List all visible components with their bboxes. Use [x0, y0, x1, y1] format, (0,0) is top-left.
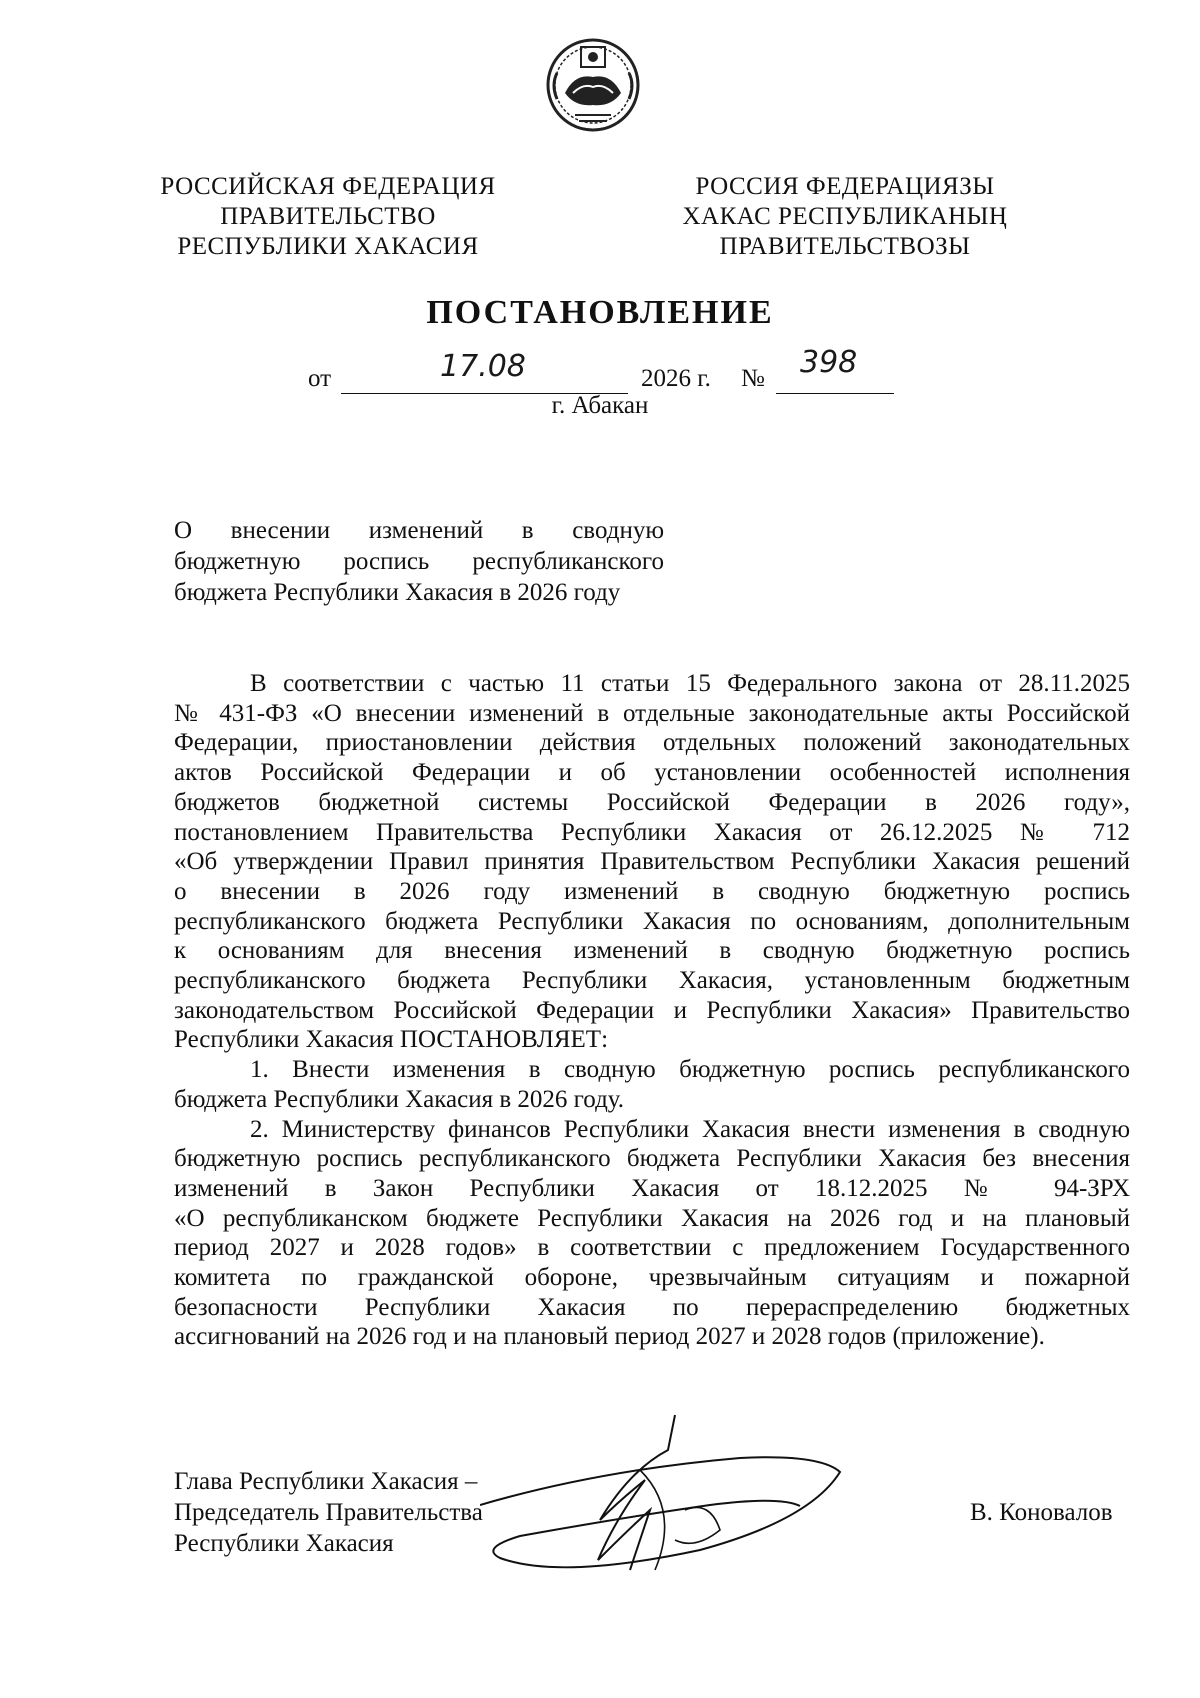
body-line: республиканского бюджета Республики Хакасия, установленным бюджетным — [174, 967, 1130, 995]
header-left-line-2: ПРАВИТЕЛЬСТВО — [220, 203, 436, 230]
header-right-line-2: ХАКАС РЕСПУБЛИКАНЫҢ — [682, 203, 1008, 230]
header-right — [660, 172, 1030, 262]
subject-line-1: О внесении изменений в сводную — [174, 517, 664, 544]
body-line: изменений в Закон Республики Хакасия от 18.12.2025 № 94-ЗРХ — [174, 1174, 1130, 1202]
header-right-line-3: ПРАВИТЕЛЬСТВОЗЫ — [719, 233, 971, 260]
subject-line-2: бюджетную роспись республиканского — [174, 548, 664, 575]
handwritten-signature — [480, 1410, 860, 1580]
body-line: о внесении в 2026 году изменений в сводную бюджетную роспись — [174, 877, 1130, 905]
body-line: бюджетную роспись республиканского бюджета Республики Хакасия без внесения — [174, 1145, 1130, 1173]
body-text — [174, 669, 1130, 1352]
body-line: В соответствии с частью 11 статьи 15 Федерального закона от 28.11.2025 — [250, 670, 1130, 697]
body-line: № 431-ФЗ «О внесении изменений в отдельные законодательные акты Российской — [174, 699, 1130, 727]
body-line: постановлением Правительства Республики Хакасия от 26.12.2025 № 712 — [174, 818, 1130, 846]
date-prefix: от — [308, 365, 332, 392]
body-line: бюджетов бюджетной системы Российской Федерации в 2026 году», — [174, 788, 1130, 816]
body-line: период 2027 и 2028 годов» в соответствии с предложением Государственного — [174, 1234, 1130, 1262]
subject-block — [174, 515, 664, 608]
body-line: безопасности Республики Хакасия по перераспределению бюджетных — [174, 1293, 1130, 1321]
subject-line-3: бюджета Республики Хакасия в 2026 году — [174, 579, 621, 606]
body-line: «О республиканском бюджете Республики Хакасия на 2026 год и на плановый — [174, 1204, 1130, 1232]
body-line: 1. Внести изменения в сводную бюджетную роспись республиканского — [250, 1056, 1130, 1084]
header-right-line-1: РОССИЯ ФЕДЕРАЦИЯЗЫ — [695, 173, 995, 200]
body-line: к основаниям для внесения изменений в сводную бюджетную роспись — [174, 937, 1130, 965]
year-label: 2026 г. — [641, 365, 711, 392]
body-line: комитета по гражданской обороне, чрезвычайным ситуациям и пожарной — [174, 1264, 1130, 1292]
document-type: ПОСТАНОВЛЕНИЕ — [426, 294, 774, 331]
signature-position — [174, 1466, 483, 1559]
body-line: бюджета Республики Хакасия в 2026 году. — [174, 1085, 625, 1113]
body-line: ассигнований на 2026 год и на плановый период 2027 и 2028 годов (приложение). — [174, 1323, 1045, 1351]
body-line: Республики Хакасия ПОСТАНОВЛЯЕТ: — [174, 1026, 609, 1054]
signer-name: В. Коновалов — [970, 1499, 1113, 1526]
body-line: законодательством Российской Федерации и Республики Хакасия» Правительство — [174, 996, 1130, 1024]
city: г. Абакан — [551, 392, 649, 419]
coat-of-arms-icon — [545, 33, 641, 137]
header-left-line-1: РОССИЙСКАЯ ФЕДЕРАЦИЯ — [160, 173, 496, 200]
position-line-3: Республики Хакасия — [174, 1530, 394, 1557]
handwritten-number: 398 — [800, 345, 858, 380]
body-line: актов Российской Федерации и об установлении особенностей исполнения — [174, 759, 1130, 787]
number-label: № — [741, 365, 765, 392]
position-line-2: Председатель Правительства — [174, 1499, 483, 1526]
body-line: республиканского бюджета Республики Хакасия по основаниям, дополнительным — [174, 907, 1130, 935]
header-left — [160, 172, 496, 262]
handwritten-date: 17.08 — [440, 349, 526, 384]
body-line: Федерации, приостановлении действия отдельных положений законодательных — [174, 729, 1130, 757]
position-line-1: Глава Республики Хакасия – — [174, 1468, 478, 1495]
body-line: «Об утверждении Правил принятия Правительством Республики Хакасия решений — [174, 848, 1130, 876]
body-line: 2. Министерству финансов Республики Хакасия внести изменения в сводную — [250, 1115, 1130, 1143]
header-left-line-3: РЕСПУБЛИКИ ХАКАСИЯ — [177, 233, 479, 260]
